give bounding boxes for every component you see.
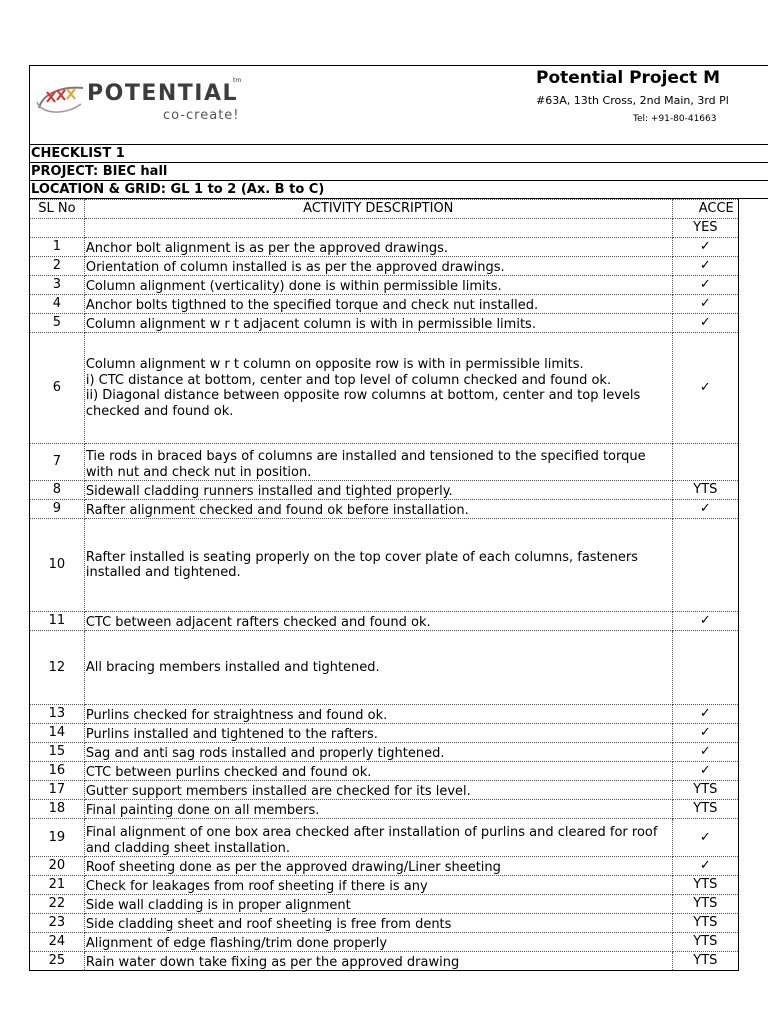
row-sl-number: 16 [30, 762, 85, 781]
row-activity-description [84, 705, 672, 724]
accepted-check-icon: ✓ [672, 276, 738, 295]
accepted-check-icon: ✓ [672, 724, 738, 743]
accepted-check-icon: ✓ [672, 705, 738, 724]
row-sl-number: 10 [30, 519, 85, 612]
table-row [30, 238, 739, 257]
table-row [30, 762, 739, 781]
row-activity-description [84, 444, 672, 481]
logo-mark-icon [35, 78, 87, 118]
row-activity-description [84, 481, 672, 500]
row-sl-number: 14 [30, 724, 85, 743]
activity-text-line: Side wall cladding is in proper alignment [85, 897, 351, 913]
row-activity-description [84, 519, 672, 612]
row-activity-description [84, 631, 672, 705]
activity-text-line: ii) Diagonal distance between opposite row columns at bottom, center and top levels checked and found ok. [85, 388, 641, 419]
row-activity-description [84, 876, 672, 895]
table-row [30, 914, 739, 933]
row-activity-description [84, 724, 672, 743]
row-activity-description [84, 914, 672, 933]
checklist-title: CHECKLIST 1 [29, 145, 768, 163]
row-acceptance-status: YTS [672, 933, 738, 952]
row-activity-description [84, 612, 672, 631]
row-sl-number: 7 [30, 444, 85, 481]
table-row [30, 876, 739, 895]
activity-text-line: Check for leakages from roof sheeting if there is any [85, 878, 428, 894]
activity-text-line: All bracing members installed and tightened. [85, 659, 380, 675]
column-header-activity: ACTIVITY DESCRIPTION [84, 200, 672, 219]
column-header-accepted: ACCE [672, 200, 738, 219]
table-row [30, 519, 739, 612]
activity-text-line: Tie rods in braced bays of columns are installed and tensioned to the specified torque with nut and check nut in position. [85, 449, 646, 480]
activity-text-line: Purlins installed and tightened to the rafters. [85, 726, 378, 742]
row-sl-number: 5 [30, 314, 85, 333]
table-row [30, 743, 739, 762]
row-sl-number: 17 [30, 781, 85, 800]
row-sl-number: 11 [30, 612, 85, 631]
accepted-check-icon: ✓ [672, 500, 738, 519]
row-sl-number: 18 [30, 800, 85, 819]
table-row [30, 276, 739, 295]
activity-text-line: Column alignment w r t column on opposite row is with in permissible limits. [85, 357, 584, 372]
row-sl-number: 20 [30, 857, 85, 876]
activity-text-line: Rafter installed is seating properly on the top cover plate of each columns, fasteners installed and tightened. [85, 549, 639, 580]
activity-text-line: Sag and anti sag rods installed and properly tightened. [85, 745, 445, 761]
table-row [30, 933, 739, 952]
table-row [30, 781, 739, 800]
accepted-check-icon: ✓ [672, 238, 738, 257]
table-row [30, 705, 739, 724]
row-sl-number: 23 [30, 914, 85, 933]
row-activity-description [84, 781, 672, 800]
activity-text-line: Gutter support members installed are checked for its level. [85, 783, 471, 799]
row-sl-number: 13 [30, 705, 85, 724]
row-activity-description [84, 743, 672, 762]
row-sl-number: 1 [30, 238, 85, 257]
row-activity-description [84, 257, 672, 276]
table-row [30, 631, 739, 705]
activity-text-line: Alignment of edge flashing/trim done properly [85, 935, 388, 951]
table-row [30, 500, 739, 519]
row-sl-number: 24 [30, 933, 85, 952]
accepted-check-icon: ✓ [672, 257, 738, 276]
row-acceptance-status [672, 519, 738, 612]
location-grid: LOCATION & GRID: GL 1 to 2 (Ax. B to C) [29, 181, 768, 199]
accepted-check-icon: ✓ [672, 295, 738, 314]
checklist-table [29, 199, 739, 971]
row-acceptance-status: YTS [672, 876, 738, 895]
logo-tagline: co-create! [163, 108, 240, 123]
activity-text-line: CTC between adjacent rafters checked and found ok. [85, 614, 431, 630]
row-acceptance-status: YTS [672, 895, 738, 914]
company-name: Potential Project M [536, 68, 720, 88]
table-subheader-row [30, 219, 739, 238]
activity-text-line: CTC between purlins checked and found ok. [85, 764, 372, 780]
row-activity-description [84, 333, 672, 444]
activity-text-line: Column alignment (verticality) done is within permissible limits. [85, 278, 502, 294]
table-row [30, 800, 739, 819]
subheader-yes: YES [672, 219, 738, 238]
company-telephone: Tel: +91-80-41663 [633, 114, 717, 124]
activity-text-line: Side cladding sheet and roof sheeting is free from dents [85, 916, 452, 932]
table-row [30, 819, 739, 857]
table-header-row [30, 200, 739, 219]
activity-text-line: i) CTC distance at bottom, center and top level of column checked and found ok. [85, 372, 612, 388]
accepted-check-icon: ✓ [672, 743, 738, 762]
activity-text-line: Rafter alignment checked and found ok before installation. [85, 502, 469, 518]
activity-text-line: Final painting done on all members. [85, 802, 320, 818]
row-acceptance-status: YTS [672, 800, 738, 819]
row-sl-number: 6 [30, 333, 85, 444]
row-sl-number: 15 [30, 743, 85, 762]
company-logo [35, 75, 245, 135]
row-acceptance-status: YTS [672, 952, 738, 971]
table-row [30, 952, 739, 971]
table-row [30, 857, 739, 876]
row-acceptance-status [672, 444, 738, 481]
row-acceptance-status [672, 631, 738, 705]
letterhead [29, 65, 768, 145]
row-activity-description [84, 857, 672, 876]
row-activity-description [84, 500, 672, 519]
row-activity-description [84, 295, 672, 314]
row-sl-number: 4 [30, 295, 85, 314]
activity-text-line: Orientation of column installed is as per the approved drawings. [85, 259, 505, 275]
table-row [30, 481, 739, 500]
activity-text-line: Column alignment w r t adjacent column is with in permissible limits. [85, 316, 536, 332]
row-activity-description [84, 933, 672, 952]
activity-text-line: Anchor bolt alignment is as per the approved drawings. [85, 240, 448, 256]
row-sl-number: 25 [30, 952, 85, 971]
row-acceptance-status: YTS [672, 914, 738, 933]
accepted-check-icon: ✓ [672, 762, 738, 781]
table-row [30, 895, 739, 914]
accepted-check-icon: ✓ [672, 857, 738, 876]
table-row [30, 444, 739, 481]
row-sl-number: 12 [30, 631, 85, 705]
company-address: #63A, 13th Cross, 2nd Main, 3rd Pl [536, 94, 729, 107]
row-activity-description [84, 819, 672, 857]
accepted-check-icon: ✓ [672, 612, 738, 631]
activity-text-line: Sidewall cladding runners installed and tighted properly. [85, 483, 453, 499]
table-body [30, 238, 739, 971]
row-sl-number: 8 [30, 481, 85, 500]
table-row [30, 724, 739, 743]
table-row [30, 295, 739, 314]
logo-brand-text: POTENTIAL [87, 81, 239, 106]
row-acceptance-status: YTS [672, 481, 738, 500]
activity-text-line: Purlins checked for straightness and found ok. [85, 707, 388, 723]
logo-trademark: tm [233, 77, 242, 84]
row-activity-description [84, 800, 672, 819]
accepted-check-icon: ✓ [672, 819, 738, 857]
row-sl-number: 21 [30, 876, 85, 895]
column-header-sl-no: SL No [30, 200, 85, 219]
row-activity-description [84, 314, 672, 333]
row-activity-description [84, 276, 672, 295]
activity-text-line: Anchor bolts tigthned to the specified torque and check nut installed. [85, 297, 539, 313]
row-activity-description [84, 762, 672, 781]
row-sl-number: 22 [30, 895, 85, 914]
activity-text-line: Final alignment of one box area checked after installation of purlins and cleared for roof and cladding sheet installation. [85, 825, 658, 856]
table-row [30, 257, 739, 276]
table-row [30, 612, 739, 631]
checklist-sheet [29, 65, 768, 970]
row-activity-description [84, 952, 672, 971]
row-acceptance-status: YTS [672, 781, 738, 800]
row-sl-number: 3 [30, 276, 85, 295]
row-sl-number: 2 [30, 257, 85, 276]
project-name: PROJECT: BIEC hall [29, 163, 768, 181]
accepted-check-icon: ✓ [672, 314, 738, 333]
accepted-check-icon: ✓ [672, 333, 738, 444]
table-row [30, 333, 739, 444]
row-activity-description [84, 895, 672, 914]
row-activity-description [84, 238, 672, 257]
row-sl-number: 19 [30, 819, 85, 857]
activity-text-line: Rain water down take fixing as per the approved drawing [85, 954, 460, 970]
activity-text-line: Roof sheeting done as per the approved drawing/Liner sheeting [85, 859, 501, 875]
row-sl-number: 9 [30, 500, 85, 519]
table-row [30, 314, 739, 333]
